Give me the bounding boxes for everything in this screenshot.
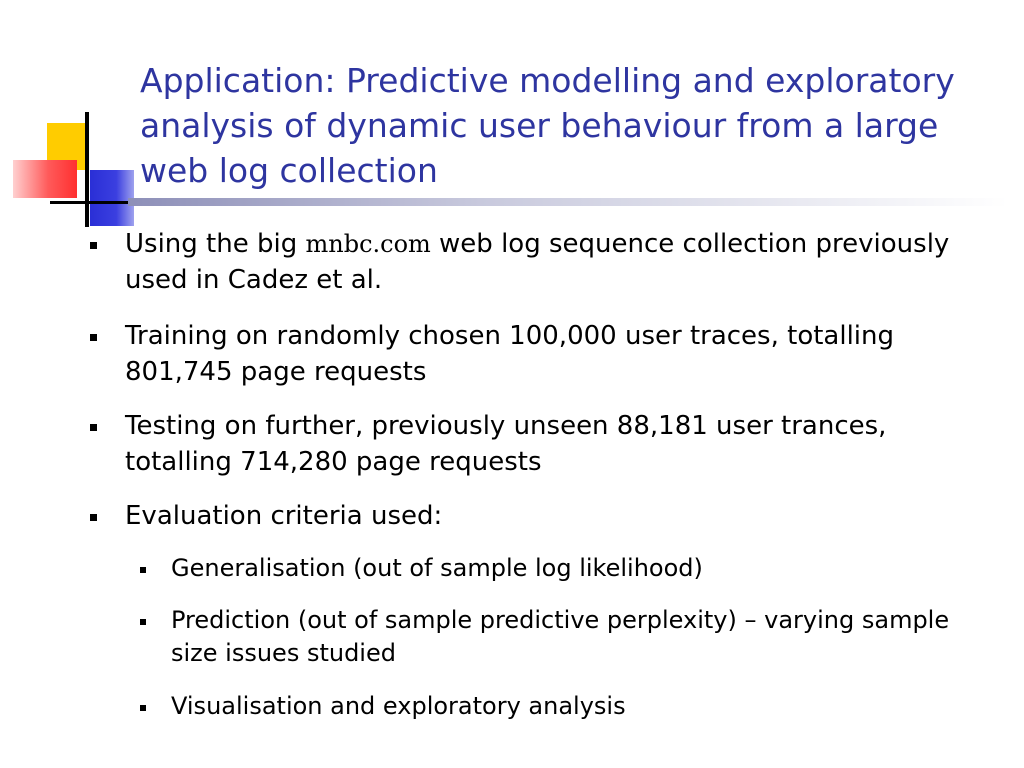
bullet-4-text: Evaluation criteria used: — [125, 501, 443, 531]
bullet-3-text: Testing on further, previously unseen 88,181 user trances, totalling 714,280 page requests — [125, 411, 887, 477]
square-bullet-icon — [90, 334, 97, 341]
square-bullet-icon — [90, 242, 97, 249]
bullet-1-text-start: Using the big — [125, 229, 306, 259]
red-gradient-decoration — [13, 160, 77, 198]
sub-bullet-item-3 — [171, 690, 971, 723]
sub-bullet-item-2 — [171, 604, 971, 670]
vertical-line-decoration — [85, 112, 89, 227]
bullet-item-2 — [125, 318, 995, 390]
bullet-item-3 — [125, 408, 995, 480]
bullet-item-1 — [125, 226, 995, 298]
bullet-2-text: Training on randomly chosen 100,000 user traces, totalling 801,745 page requests — [125, 321, 895, 387]
sub-bullet-item-1 — [171, 552, 971, 585]
bullet-1-code: mnbc.com — [305, 230, 431, 258]
square-bullet-icon — [140, 567, 146, 573]
slide-title: Application: Predictive modelling and exploratory analysis of dynamic user behaviour from a large web log collection — [140, 61, 955, 190]
sub-bullet-1-text: Generalisation (out of sample log likelihood) — [171, 554, 703, 582]
sub-bullet-2-text: Prediction (out of sample predictive perplexity) – varying sample size issues studied — [171, 606, 950, 667]
square-bullet-icon — [90, 514, 97, 521]
sub-bullet-3-text: Visualisation and exploratory analysis — [171, 692, 626, 720]
bullet-1-text-end: web log sequence collection previously used in Cadez et al. — [125, 229, 950, 295]
title-underline-rule — [128, 198, 1008, 206]
square-bullet-icon — [140, 619, 146, 625]
square-bullet-icon — [140, 705, 146, 711]
bullet-item-4 — [125, 498, 995, 534]
square-bullet-icon — [90, 424, 97, 431]
